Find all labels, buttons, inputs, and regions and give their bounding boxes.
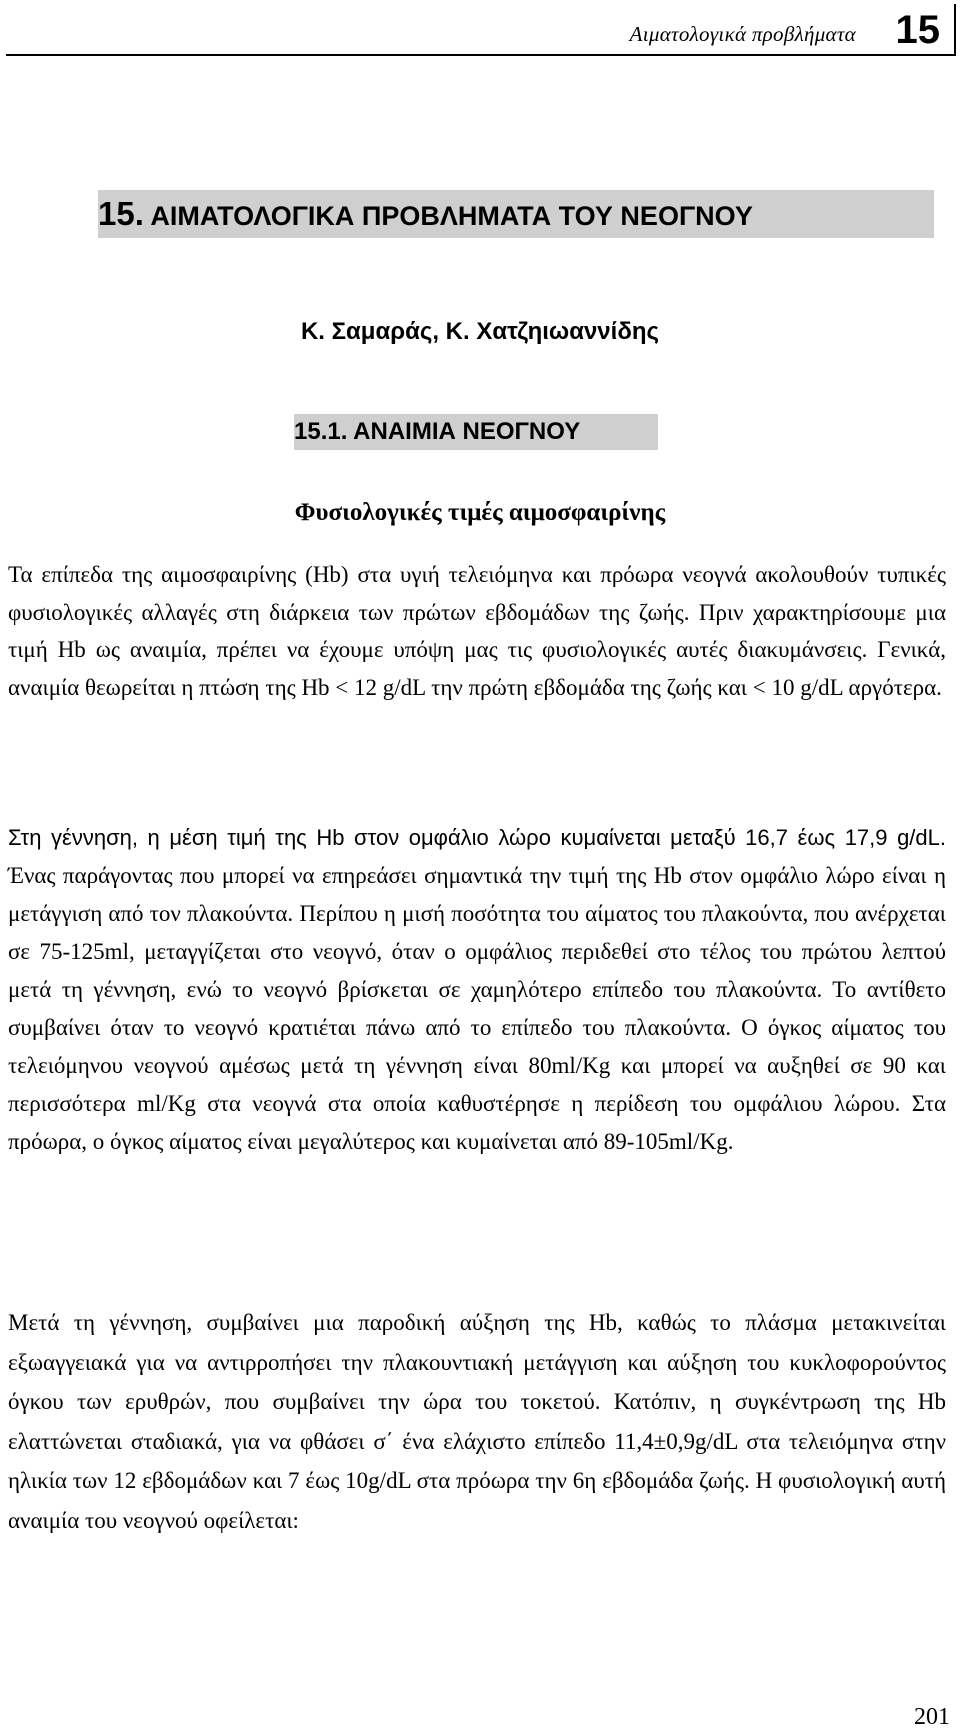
paragraph-2-lead: Στη γέννηση, η μέση τιμή της Hb στον ομφάλιο λώρο κυμαίνεται μεταξύ 16,7 έως 17,9 g/dL. — [8, 825, 946, 850]
authors: Κ. Σαμαράς, Κ. Χατζηιωαννίδης — [300, 318, 660, 345]
header-divider — [954, 4, 956, 56]
running-header — [6, 4, 956, 56]
running-header-chapter-number: 15 — [895, 8, 940, 52]
paragraph-1: Τα επίπεδα της αιμοσφαιρίνης (Hb) στα υγιή τελειόμηνα και πρόωρα νεογνά ακολουθούν τυπικές φυσιολογικές αλλαγές στη διάρκεια των πρώτων εβδομάδων της ζωής. Πριν χαρακτηρίσουμε μια τιμή Hb ως αναιμία, πρέπει να έχουμε υπόψη μας τις φυσιολογικές αυτές διακυμάνσεις. Γενικά, αναιμία θεωρείται η πτώση της Hb < 12 g/dL την πρώτη εβδομάδα της ζωής και < 10 g/dL αργότερα. — [8, 562, 946, 700]
chapter-title — [98, 190, 934, 238]
paragraph-3: Μετά τη γέννηση, συμβαίνει μια παροδική αύξηση της Hb, καθώς το πλάσμα μετακινείται εξωαγγειακά για να αντιρροπήσει την πλακουντιακή μετάγγιση και αύξηση του κυκλοφορούντος όγκου των ερυθρών, που συμβαίνει την ώρα του τοκετού. Κατόπιν, η συγκέντρωση της Hb ελαττώνεται σταδιακά, για να φθάσει σ΄ ένα ελάχιστο επίπεδο 11,4±0,9g/dL στα τελειόμηνα στην ηλικία των 12 εβδομάδων και 7 έως 10g/dL στα πρόωρα την 6η εβδομάδα ζωής. Η φυσιολογική αυτή αναιμία του νεογνού οφείλεται: — [8, 1310, 946, 1533]
running-header-title: Αιματολογικά προβλήματα — [629, 22, 856, 46]
page-number: 201 — [914, 1704, 950, 1730]
paragraph-2 — [8, 819, 946, 1161]
chapter-title-text: ΑΙΜΑΤΟΛΟΓΙΚΑ ΠΡΟΒΛΗΜΑΤΑ ΤΟΥ ΝΕΟΓΝΟΥ — [143, 201, 753, 231]
subsection-title: Φυσιολογικές τιμές αιμοσφαιρίνης — [294, 499, 666, 526]
chapter-number: 15. — [98, 195, 144, 232]
section-title: 15.1. ΑΝΑΙΜΙΑ ΝΕΟΓΝΟΥ — [294, 414, 658, 450]
paragraph-2-body: Ένας παράγοντας που μπορεί να επηρεάσει σημαντικά την τιμή της Hb στον ομφάλιο λώρο είναι η μετάγγιση από τον πλακούντα. Περίπου η μισή ποσότητα του αίματος του πλακούντα, που ανέρχεται σε 75-125ml, μεταγγίζεται στο νεογνό, όταν ο ομφάλιος περιδεθεί στο τέλος του πρώτου λεπτού μετά τη γέννηση, ενώ το νεογνό βρίσκεται σε χαμηλότερο επίπεδο του πλακούντα. Το αντίθετο συμβαίνει όταν το νεογνό κρατιέται πάνω από το επίπεδο του πλακούντα. Ο όγκος αίματος του τελειόμηνου νεογνού αμέσως μετά τη γέννηση είναι 80ml/Kg και μπορεί να αυξηθεί σε 90 και περισσότερα ml/Kg στα νεογνά στα οποία καθυστέρησε η περίδεση του ομφάλιου λώρου. Στα πρόωρα, ο όγκος αίματος είναι μεγαλύτερος και κυμαίνεται από 89-105ml/Kg. — [8, 863, 946, 1154]
